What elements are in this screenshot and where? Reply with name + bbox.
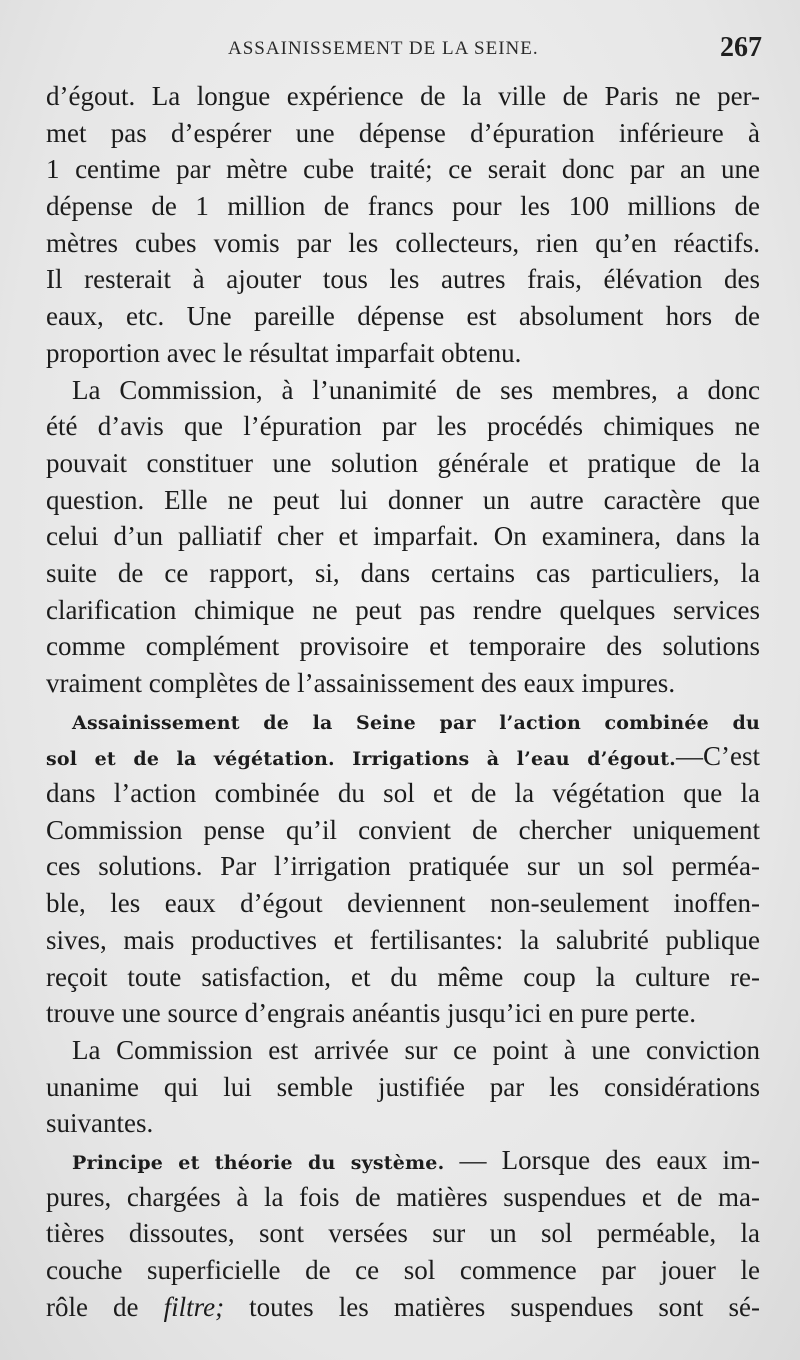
text-line: d’égout. La longue expérience de la ville de Paris ne per-	[46, 81, 760, 111]
text-line: proportion avec le résultat imparfait obtenu.	[46, 337, 522, 368]
text-line: met pas d’espérer une dépense d’épuration inférieure à	[46, 117, 760, 148]
text-line	[46, 1289, 760, 1326]
section-heading-tail: —C’est	[676, 741, 760, 772]
text-line: comme complément provisoire et temporaire des solutions	[46, 631, 760, 662]
text-line: couche superficielle de ce sol commence par jouer le	[46, 1255, 760, 1285]
text-line: trouve une source d’engrais anéantis jusqu’ici en pure perte.	[46, 998, 697, 1029]
section-heading-line	[46, 702, 760, 739]
text-line: Commission pense qu’il convient de chercher uniquement	[46, 814, 760, 845]
text-line: clarification chimique ne peut pas rendre quelques services	[46, 594, 760, 625]
text-line: eaux, etc. Une pareille dépense est absolument hors de	[46, 301, 760, 332]
body-text	[46, 78, 760, 1325]
text-line: suivantes.	[46, 1108, 154, 1139]
italic-term: filtre;	[163, 1291, 225, 1322]
text-line: vraiment complètes de l’assainissement des eaux impures.	[46, 668, 676, 698]
text-line: dans l’action combinée du sol et de la végétation que la	[46, 778, 760, 809]
section-heading-1b: sol et de la végétation. Irrigations à l’eau d’égout.	[46, 748, 676, 771]
text-line: reçoit toute satisfaction, et du même coup la culture re-	[46, 961, 760, 992]
section-heading-tail: — Lorsque des eaux im-	[444, 1144, 760, 1175]
text-line: pures, chargées à la fois de matières suspendues et de ma-	[46, 1181, 760, 1212]
text-line: tières dissoutes, sont versées sur un sol perméable, la	[46, 1218, 760, 1249]
text-line: ble, les eaux d’égout deviennent non-seulement inoffen-	[46, 888, 760, 919]
text-line: ces solutions. Par l’irrigation pratiquée sur un sol perméa-	[46, 851, 760, 882]
text-line: 1 centime par mètre cube traité; ce serait donc par an une	[46, 154, 760, 185]
text-line: celui d’un palliatif cher et imparfait. On examinera, dans la	[46, 521, 760, 552]
section-heading-line	[46, 738, 760, 775]
text-fragment: toutes les matières suspendues sont sé-	[224, 1291, 760, 1322]
text-line: pouvait constituer une solution générale et pratique de la	[46, 447, 760, 478]
text-line: suite de ce rapport, si, dans certains cas particuliers, la	[46, 557, 760, 588]
text-line: question. Elle ne peut lui donner un autre caractère que	[46, 484, 760, 515]
text-line: mètres cubes vomis par les collecteurs, rien qu’en réactifs.	[46, 227, 760, 258]
running-title: ASSAINISSEMENT DE LA SEINE.	[228, 38, 539, 59]
paragraph-start-line: La Commission, à l’unanimité de ses membres, a donc	[72, 374, 760, 405]
text-fragment: rôle de	[46, 1291, 164, 1322]
text-line: été d’avis que l’épuration par les procédés chimiques ne	[46, 411, 760, 442]
running-head	[46, 32, 762, 74]
section-heading-line	[46, 1142, 760, 1179]
section-heading-2: Principe et théorie du système.	[72, 1151, 445, 1174]
text-line: sives, mais productives et fertilisantes: la salubrité publique	[46, 924, 760, 955]
section-heading-1a: Assainissement de la Seine par l’action combinée du	[72, 711, 760, 734]
page-number: 267	[720, 32, 762, 63]
text-line: unanime qui lui semble justifiée par les considérations	[46, 1071, 760, 1102]
text-line: dépense de 1 million de francs pour les 100 millions de	[46, 191, 760, 222]
paragraph-start-line: La Commission est arrivée sur ce point à une conviction	[72, 1034, 760, 1065]
text-line: Il resterait à ajouter tous les autres frais, élévation des	[46, 264, 760, 295]
